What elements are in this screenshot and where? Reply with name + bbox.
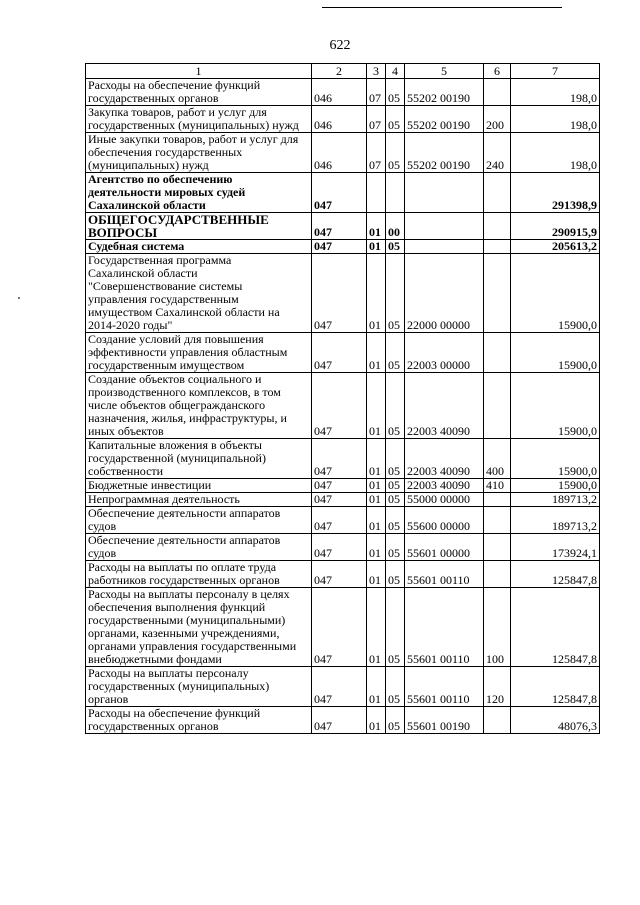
ministry-code-cell: 046 [312, 106, 367, 133]
ministry-code-cell: 046 [312, 133, 367, 173]
table-row [86, 173, 600, 213]
target-code-cell: 55601 00190 [405, 707, 484, 734]
subsection-code-cell: 05 [386, 707, 405, 734]
ministry-code-cell: 047 [312, 667, 367, 707]
row-name-cell: ОБЩЕГОСУДАРСТВЕННЫЕ ВОПРОСЫ [86, 213, 312, 240]
section-code-cell: 01 [367, 588, 386, 667]
section-code-cell: 01 [367, 707, 386, 734]
table-row [86, 588, 600, 667]
expense-type-cell [484, 507, 511, 534]
table-row [86, 106, 600, 133]
row-name-cell: Расходы на обеспечение функций государственных органов [86, 79, 312, 106]
expense-type-cell [484, 213, 511, 240]
subsection-code-cell: 05 [386, 79, 405, 106]
page-number: 622 [329, 38, 351, 53]
ministry-code-cell: 047 [312, 561, 367, 588]
header-cell: 7 [511, 64, 600, 79]
budget-table [85, 63, 600, 734]
expense-type-cell [484, 173, 511, 213]
amount-cell: 198,0 [511, 106, 600, 133]
section-code-cell: 01 [367, 333, 386, 373]
section-code-cell: 01 [367, 254, 386, 333]
row-name-cell: Создание объектов социального и производственного комплексов, в том числе объектов общегражданского назначения, жилья, инфраструктуры, и иных объектов [86, 373, 312, 439]
table-row [86, 79, 600, 106]
section-code-cell: 07 [367, 133, 386, 173]
ministry-code-cell: 047 [312, 439, 367, 479]
target-code-cell [405, 213, 484, 240]
expense-type-cell: 400 [484, 439, 511, 479]
amount-cell: 198,0 [511, 133, 600, 173]
section-code-cell [367, 173, 386, 213]
table-row [86, 479, 600, 493]
section-code-cell: 07 [367, 79, 386, 106]
expense-type-cell [484, 240, 511, 254]
target-code-cell: 55600 00000 [405, 507, 484, 534]
table-row [86, 213, 600, 240]
section-code-cell: 01 [367, 534, 386, 561]
amount-cell: 125847,8 [511, 588, 600, 667]
ministry-code-cell: 047 [312, 479, 367, 493]
target-code-cell: 22003 40090 [405, 479, 484, 493]
target-code-cell: 55202 00190 [405, 133, 484, 173]
section-code-cell: 07 [367, 106, 386, 133]
amount-cell: 205613,2 [511, 240, 600, 254]
ministry-code-cell: 047 [312, 588, 367, 667]
table-header-row [86, 64, 600, 79]
target-code-cell: 22003 00000 [405, 333, 484, 373]
subsection-code-cell: 05 [386, 439, 405, 479]
subsection-code-cell: 05 [386, 106, 405, 133]
row-name-cell: Капитальные вложения в объекты государственной (муниципальной) собственности [86, 439, 312, 479]
row-name-cell: Расходы на обеспечение функций государственных органов [86, 707, 312, 734]
ministry-code-cell: 047 [312, 240, 367, 254]
amount-cell: 125847,8 [511, 561, 600, 588]
table-row [86, 133, 600, 173]
table-row [86, 507, 600, 534]
table-row [86, 240, 600, 254]
table-row [86, 561, 600, 588]
table-row [86, 333, 600, 373]
section-code-cell: 01 [367, 439, 386, 479]
ministry-code-cell: 047 [312, 254, 367, 333]
row-name-cell: Расходы на выплаты по оплате труда работников государственных органов [86, 561, 312, 588]
header-cell: 3 [367, 64, 386, 79]
row-name-cell: Расходы на выплаты персоналу в целях обеспечения выполнения функций государственными (муниципальными) органами, казенными учреждениями, органами управления государственными внебюджетными фондами [86, 588, 312, 667]
table-row [86, 439, 600, 479]
subsection-code-cell: 05 [386, 561, 405, 588]
ministry-code-cell: 047 [312, 507, 367, 534]
amount-cell: 15900,0 [511, 373, 600, 439]
amount-cell: 189713,2 [511, 493, 600, 507]
top-rule [322, 7, 562, 8]
amount-cell: 15900,0 [511, 439, 600, 479]
expense-type-cell [484, 333, 511, 373]
subsection-code-cell: 05 [386, 254, 405, 333]
section-code-cell: 01 [367, 479, 386, 493]
row-name-cell: Агентство по обеспечению деятельности мировых судей Сахалинской области [86, 173, 312, 213]
expense-type-cell: 120 [484, 667, 511, 707]
subsection-code-cell [386, 173, 405, 213]
subsection-code-cell: 05 [386, 240, 405, 254]
amount-cell: 125847,8 [511, 667, 600, 707]
target-code-cell: 55202 00190 [405, 106, 484, 133]
table-row [86, 534, 600, 561]
amount-cell: 15900,0 [511, 333, 600, 373]
table-row [86, 667, 600, 707]
ministry-code-cell: 047 [312, 173, 367, 213]
subsection-code-cell: 05 [386, 493, 405, 507]
row-name-cell: Расходы на выплаты персоналу государственных (муниципальных) органов [86, 667, 312, 707]
subsection-code-cell: 05 [386, 373, 405, 439]
ministry-code-cell: 047 [312, 534, 367, 561]
header-cell: 6 [484, 64, 511, 79]
target-code-cell: 55601 00110 [405, 667, 484, 707]
expense-type-cell [484, 707, 511, 734]
section-code-cell: 01 [367, 667, 386, 707]
target-code-cell: 55000 00000 [405, 493, 484, 507]
section-code-cell: 01 [367, 240, 386, 254]
ministry-code-cell: 047 [312, 707, 367, 734]
row-name-cell: Непрограммная деятельность [86, 493, 312, 507]
section-code-cell: 01 [367, 561, 386, 588]
section-code-cell: 01 [367, 373, 386, 439]
target-code-cell: 55202 00190 [405, 79, 484, 106]
amount-cell: 291398,9 [511, 173, 600, 213]
expense-type-cell [484, 254, 511, 333]
table-body [86, 64, 600, 734]
row-name-cell: Создание условий для повышения эффективности управления областным государственным имуществом [86, 333, 312, 373]
subsection-code-cell: 05 [386, 534, 405, 561]
expense-type-cell [484, 373, 511, 439]
expense-type-cell: 200 [484, 106, 511, 133]
row-name-cell: Государственная программа Сахалинской области "Совершенствование системы управления государственным имуществом Сахалинской области на 2014-2020 годы" [86, 254, 312, 333]
amount-cell: 189713,2 [511, 507, 600, 534]
target-code-cell: 55601 00110 [405, 588, 484, 667]
amount-cell: 48076,3 [511, 707, 600, 734]
row-name-cell: Бюджетные инвестиции [86, 479, 312, 493]
section-code-cell: 01 [367, 493, 386, 507]
expense-type-cell: 240 [484, 133, 511, 173]
table-row [86, 373, 600, 439]
ministry-code-cell: 047 [312, 333, 367, 373]
expense-type-cell: 410 [484, 479, 511, 493]
subsection-code-cell: 05 [386, 479, 405, 493]
expense-type-cell [484, 493, 511, 507]
subsection-code-cell: 05 [386, 667, 405, 707]
ministry-code-cell: 046 [312, 79, 367, 106]
table-row [86, 493, 600, 507]
subsection-code-cell: 00 [386, 213, 405, 240]
target-code-cell: 22003 40090 [405, 373, 484, 439]
section-code-cell: 01 [367, 213, 386, 240]
amount-cell: 15900,0 [511, 254, 600, 333]
row-name-cell: Судебная система [86, 240, 312, 254]
target-code-cell: 22000 00000 [405, 254, 484, 333]
expense-type-cell: 100 [484, 588, 511, 667]
subsection-code-cell: 05 [386, 507, 405, 534]
row-name-cell: Закупка товаров, работ и услуг для государственных (муниципальных) нужд [86, 106, 312, 133]
subsection-code-cell: 05 [386, 133, 405, 173]
header-cell: 2 [312, 64, 367, 79]
expense-type-cell [484, 561, 511, 588]
row-name-cell: Иные закупки товаров, работ и услуг для обеспечения государственных (муниципальных) нужд [86, 133, 312, 173]
amount-cell: 198,0 [511, 79, 600, 106]
amount-cell: 15900,0 [511, 479, 600, 493]
row-name-cell: Обеспечение деятельности аппаратов судов [86, 534, 312, 561]
amount-cell: 290915,9 [511, 213, 600, 240]
subsection-code-cell: 05 [386, 333, 405, 373]
target-code-cell [405, 240, 484, 254]
row-name-cell: Обеспечение деятельности аппаратов судов [86, 507, 312, 534]
header-cell: 4 [386, 64, 405, 79]
table-row [86, 254, 600, 333]
ministry-code-cell: 047 [312, 373, 367, 439]
table-row [86, 707, 600, 734]
expense-type-cell [484, 534, 511, 561]
section-code-cell: 01 [367, 507, 386, 534]
target-code-cell: 55601 00110 [405, 561, 484, 588]
header-cell: 5 [405, 64, 484, 79]
scan-speck [18, 297, 20, 299]
amount-cell: 173924,1 [511, 534, 600, 561]
header-cell: 1 [86, 64, 312, 79]
ministry-code-cell: 047 [312, 213, 367, 240]
target-code-cell [405, 173, 484, 213]
target-code-cell: 22003 40090 [405, 439, 484, 479]
subsection-code-cell: 05 [386, 588, 405, 667]
expense-type-cell [484, 79, 511, 106]
target-code-cell: 55601 00000 [405, 534, 484, 561]
ministry-code-cell: 047 [312, 493, 367, 507]
